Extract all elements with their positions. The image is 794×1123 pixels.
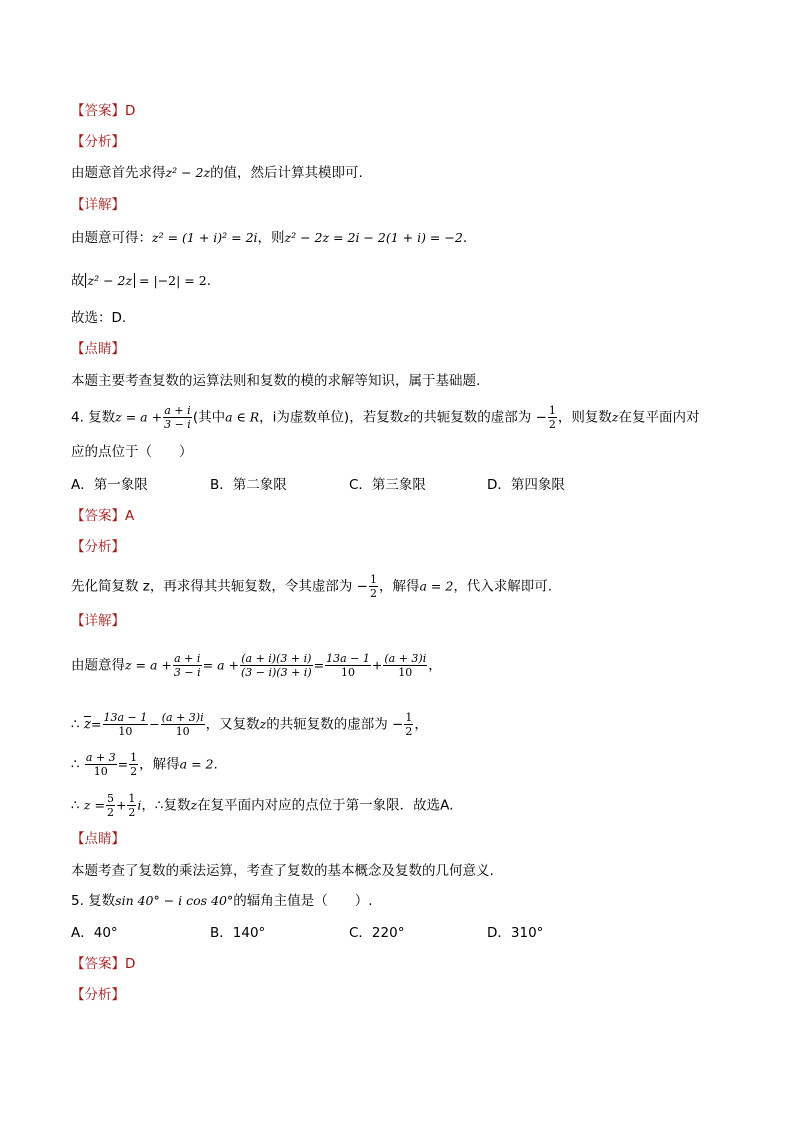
q5-stem: 5. 复数sin 40° − i cos 40°的辐角主值是（ ）.: [71, 893, 373, 909]
answer-label: 【答案】: [71, 956, 125, 972]
fraction: $\frac{1}{2}$: [130, 751, 138, 778]
fraction: $\frac{a + 3}{10}$: [85, 751, 116, 778]
q4-detail-line4: ∴ z = $\frac{5}{2}$ + $\frac{1}{2}$ i，∴复数z在复平面内对应的点位于第一象限．故选A.: [71, 792, 454, 819]
fraction: $\frac{13a - 1}{10}$: [103, 711, 148, 738]
answer-value: D: [125, 103, 136, 119]
option-b: B．第二象限: [210, 477, 287, 493]
q3-answer: [71, 101, 135, 121]
option-d: D．310°: [487, 925, 544, 941]
q3-detail-label: 【详解】: [71, 197, 125, 213]
option-b: B．140°: [210, 925, 266, 941]
option-c: C．220°: [349, 925, 405, 941]
q3-comment-text: 本题主要考查复数的运算法则和复数的模的求解等知识，属于基础题.: [71, 373, 481, 389]
option-c: C．第三象限: [349, 477, 426, 493]
q4-detail-line3: ∴ $\frac{a + 3}{10}$ = $\frac{1}{2}$ ，解得a = 2.: [71, 751, 218, 778]
q4-detail-label: 【详解】: [71, 613, 125, 629]
answer-value: D: [125, 956, 136, 972]
fraction: $\frac{(a + i)(3 + i)}{(3 - i)(3 + i)}$: [241, 652, 312, 679]
fraction: $\frac{1}{2}$: [405, 711, 413, 738]
q4-options: [71, 475, 731, 495]
fraction: $\frac{1}{2}$: [128, 792, 136, 819]
q3-hence: 故 z² − 2z = |−2| = 2.: [71, 273, 212, 289]
fraction: $\frac{(a + 3)i}{10}$: [384, 652, 427, 679]
q5-answer: [71, 954, 135, 974]
q4-comment-text: 本题考查了复数的乘法运算，考查了复数的基本概念及复数的几何意义.: [71, 863, 494, 879]
fraction: $\frac{1}{2}$: [369, 573, 377, 600]
answer-label: 【答案】: [71, 103, 125, 119]
fraction: $\frac{(a + 3)i}{10}$: [161, 711, 204, 738]
q3-comment-label: 【点睛】: [71, 341, 125, 357]
q4-stem-line2: 应的点位于（ ）: [71, 444, 193, 460]
option-d: D．第四象限: [487, 477, 565, 493]
q3-analysis-text: 由题意首先求得z² − 2z的值，然后计算其模即可.: [71, 165, 363, 181]
q5-options: [71, 923, 731, 943]
answer-value: A: [125, 508, 135, 524]
q4-detail-line2: ∴ $\overline{z}=$ $\frac{13a - 1}{10}$ − $\frac{(a + 3)i}{10}$ ，又复数z的共轭复数的虚部为 − $\frac{1}{2}$ ，: [71, 711, 428, 738]
fraction: $\frac{13a - 1}{10}$: [326, 652, 370, 679]
fraction: $\frac{5}{2}$: [106, 792, 114, 819]
q3-detail-text: 由题意可得：z² = (1 + i)² = 2i，则z² − 2z = 2i − 2(1 + i) = −2.: [71, 230, 468, 246]
conjugate-z: $\overline{z}$: [83, 716, 92, 733]
option-a: A．第一象限: [71, 477, 148, 493]
q3-analysis-label: 【分析】: [71, 134, 125, 150]
q4-answer: [71, 506, 134, 526]
option-a: A．40°: [71, 925, 118, 941]
answer-label: 【答案】: [71, 508, 125, 524]
q4-analysis-text: 先化简复数 z，再求得其共轭复数，令其虚部为 − $\frac{1}{2}$ ，解得a = 2，代入求解即可.: [71, 573, 553, 600]
q4-analysis-label: 【分析】: [71, 539, 125, 555]
q3-choose: 故选：D.: [71, 310, 127, 326]
fraction: $\frac{a + i}{3 - i}$: [173, 652, 201, 679]
q4-comment-label: 【点睛】: [71, 831, 125, 847]
fraction: $\frac{1}{2}$: [548, 404, 556, 431]
q4-stem-line1: 4. 复数z = a + $\frac{a + i}{3 - i}$ (其中a ∈ R，i为虚数单位)，若复数z的共轭复数的虚部为 − $\frac{1}{2}$ ，则复数z在复平面内对: [71, 404, 700, 431]
q4-detail-line1: 由题意得z = a + $\frac{a + i}{3 - i}$ = a + $\frac{(a + i)(3 + i)}{(3 - i)(3 + i)}$ = $\frac{13a - 1}{10}$ + $\frac{(a + 3)i}{10}$ ，: [71, 652, 442, 679]
q5-analysis-label: 【分析】: [71, 987, 125, 1003]
fraction: $\frac{a + i}{3 - i}$: [164, 404, 191, 431]
